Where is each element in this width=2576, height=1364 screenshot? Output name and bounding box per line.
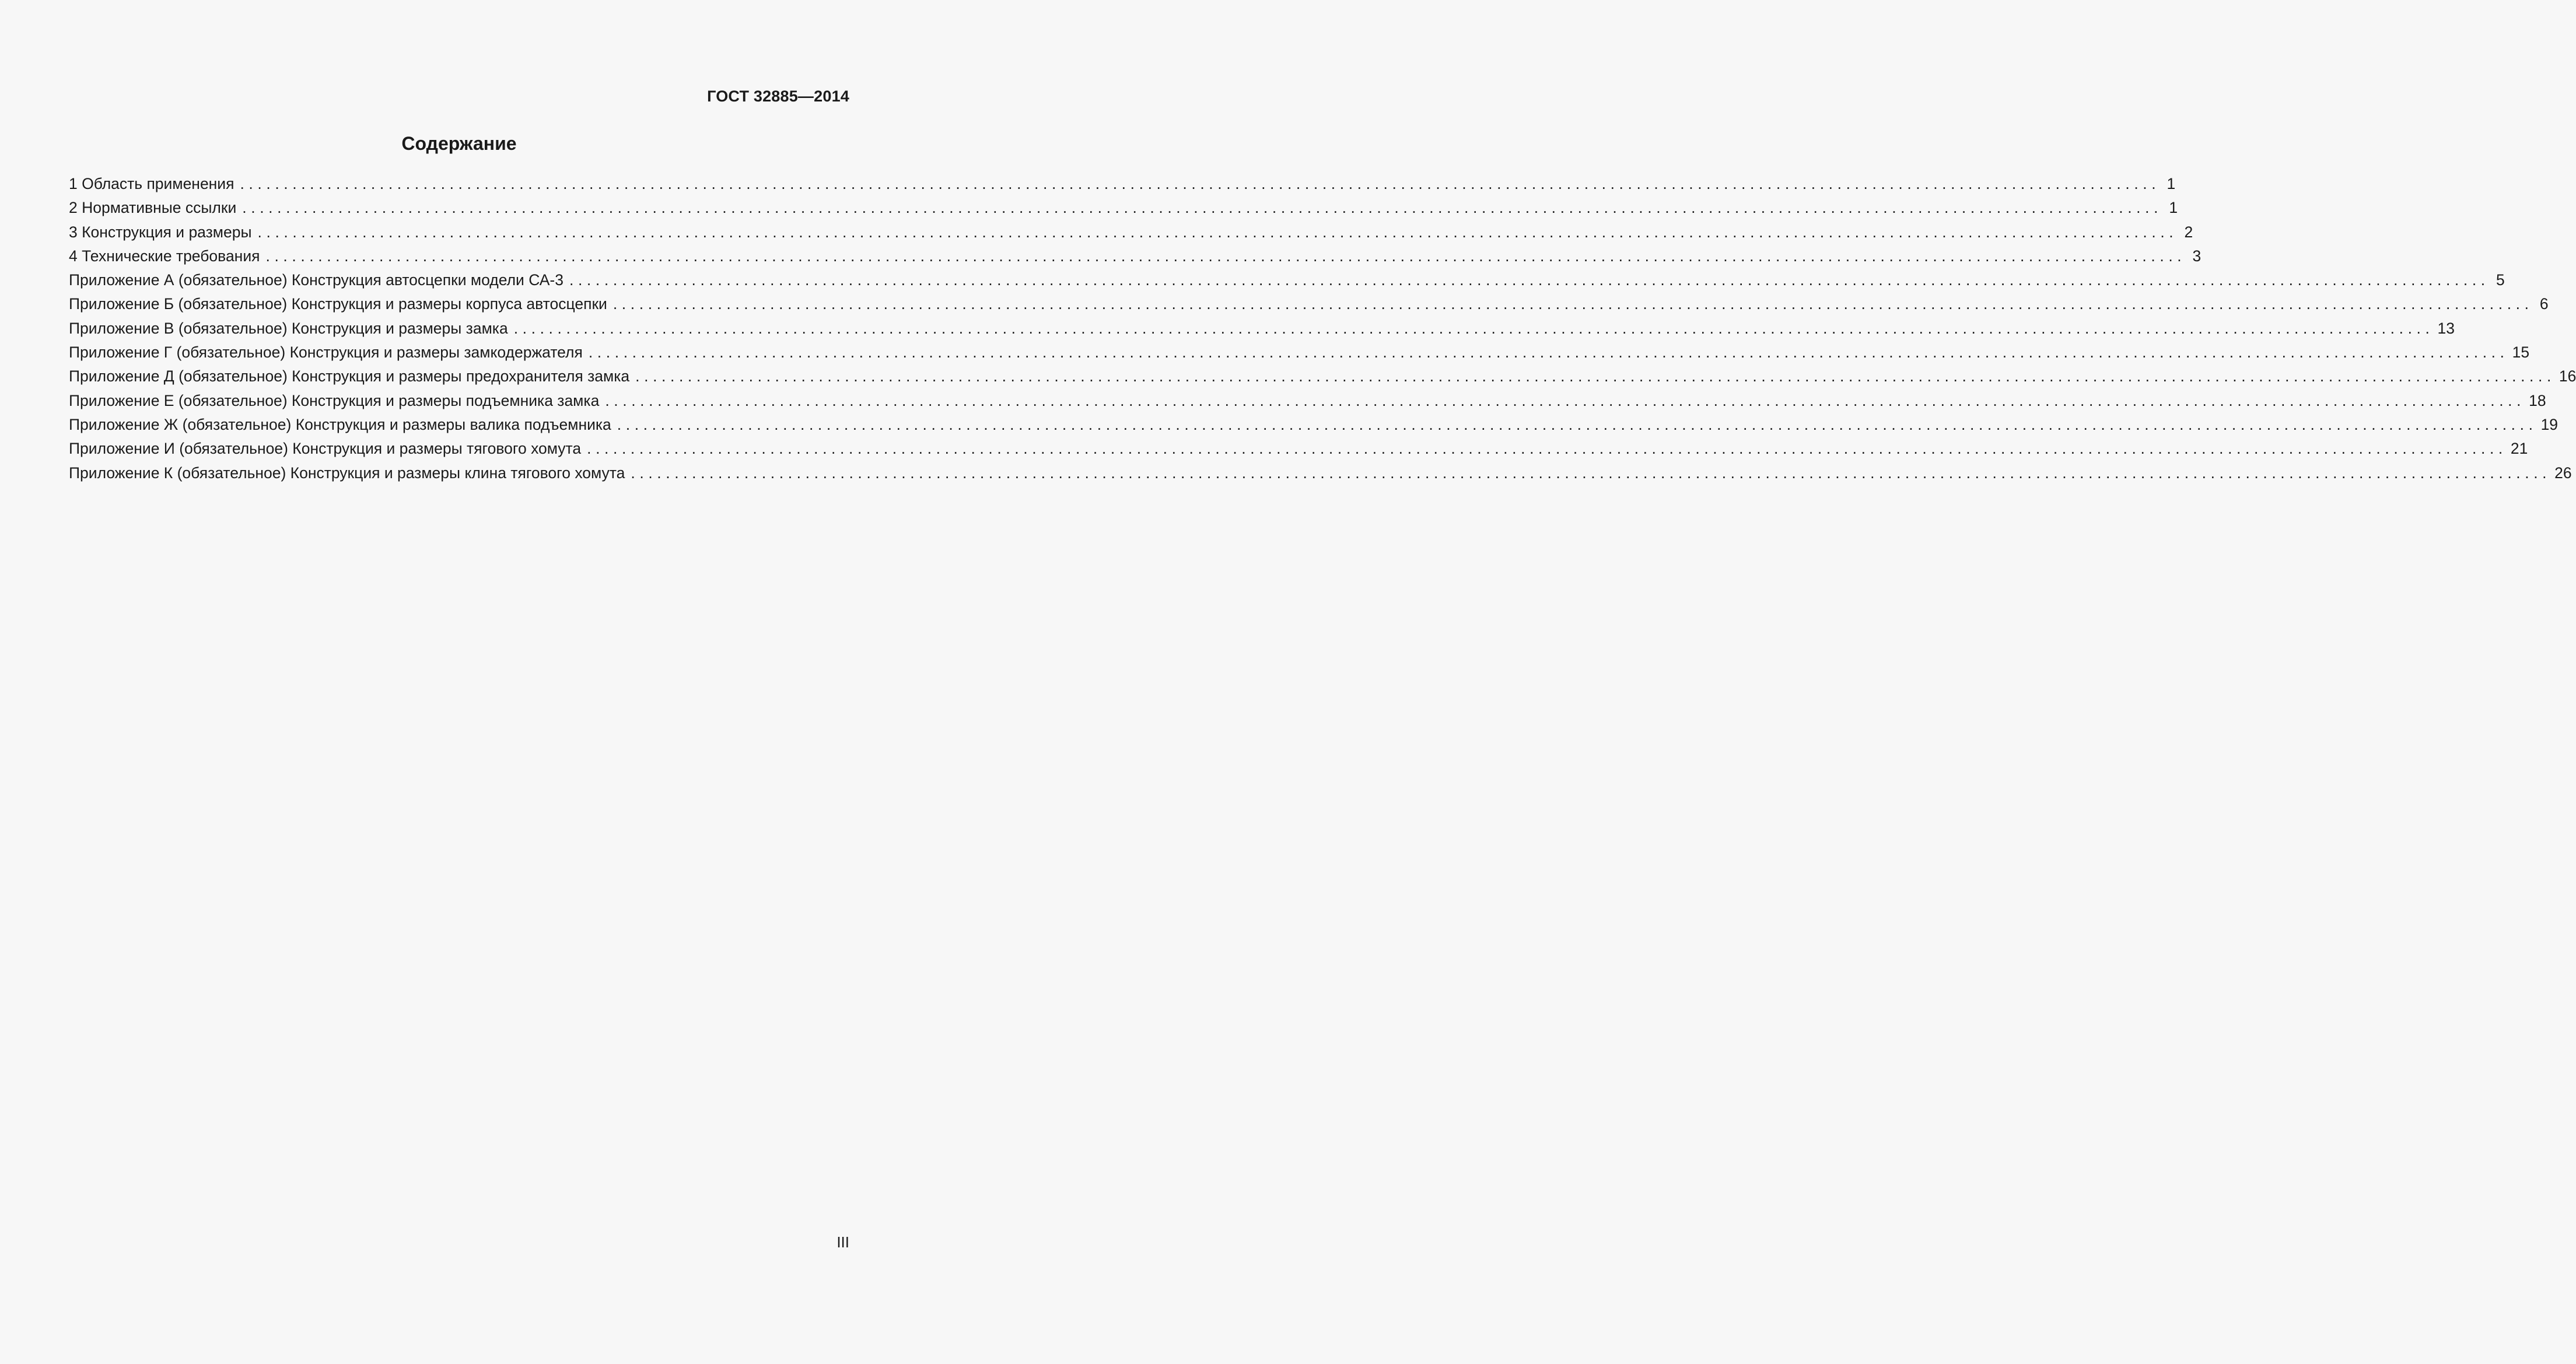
toc-entry[interactable]: [69, 318, 2455, 342]
toc-entry[interactable]: [69, 294, 2549, 318]
toc-entry-page: 18: [2529, 391, 2546, 409]
toc-entry-label: Приложение Д (обязательное) Конструкция и размеры предохранителя замка: [69, 367, 630, 385]
toc-entry-label: Приложение К (обязательное) Конструкция и размеры клина тягового хомута: [69, 464, 625, 482]
toc-entry[interactable]: [69, 439, 2528, 462]
toc-entry-page: 3: [2192, 247, 2202, 265]
toc-entry-label: Приложение Б (обязательное) Конструкция и размеры корпуса автосцепки: [69, 295, 607, 313]
toc-entry-page: 6: [2539, 295, 2549, 313]
toc-entry[interactable]: [69, 174, 2176, 198]
toc-entry[interactable]: [69, 463, 2572, 487]
toc-entry-label: 3 Конструкция и размеры: [69, 223, 252, 241]
page-number: III: [836, 1233, 849, 1251]
toc-entry-page: 26: [2554, 464, 2572, 482]
toc-leader-dots: ............................................................................................................................................................................................................................: [617, 415, 2538, 433]
toc-entry-page: 16: [2558, 367, 2576, 385]
toc-entry[interactable]: [69, 198, 2178, 222]
toc-entry[interactable]: [69, 366, 2576, 390]
toc-leader-dots: ............................................................................................................................................................................................................................: [612, 295, 2533, 313]
toc-entry-page: 13: [2437, 319, 2455, 337]
toc-leader-dots: ............................................................................................................................................................................................................................: [242, 199, 2163, 217]
toc-leader-dots: ............................................................................................................................................................................................................................: [605, 391, 2526, 409]
toc-entry-label: Приложение Г (обязательное) Конструкция и размеры замкодержателя: [69, 343, 583, 362]
toc-entry[interactable]: [69, 415, 2558, 439]
toc-entry-page: 5: [2496, 271, 2505, 289]
toc-entry-label: Приложение Ж (обязательное) Конструкция и размеры валика подъемника: [69, 415, 611, 433]
toc-title: Содержание: [401, 133, 517, 154]
toc-leader-dots: ............................................................................................................................................................................................................................: [631, 464, 2552, 482]
table-of-contents: [69, 174, 2576, 487]
toc-leader-dots: ............................................................................................................................................................................................................................: [587, 440, 2507, 458]
document-standard-id: ГОСТ 32885—2014: [707, 87, 849, 105]
toc-entry-page: 1: [2166, 175, 2176, 192]
toc-leader-dots: ............................................................................................................................................................................................................................: [588, 343, 2509, 362]
toc-entry-label: Приложение Е (обязательное) Конструкция и размеры подъемника замка: [69, 391, 600, 409]
toc-entry-page: 2: [2184, 223, 2193, 241]
toc-leader-dots: ............................................................................................................................................................................................................................: [265, 247, 2186, 265]
toc-leader-dots: ............................................................................................................................................................................................................................: [257, 223, 2178, 241]
toc-entry-label: Приложение В (обязательное) Конструкция и размеры замка: [69, 319, 508, 337]
toc-leader-dots: ............................................................................................................................................................................................................................: [240, 175, 2161, 192]
toc-entry-label: Приложение И (обязательное) Конструкция и размеры тягового хомута: [69, 440, 582, 458]
toc-entry-page: 15: [2512, 343, 2530, 362]
toc-entry-page: 1: [2169, 199, 2178, 217]
toc-entry-label: 2 Нормативные ссылки: [69, 199, 237, 217]
toc-entry[interactable]: [69, 342, 2530, 366]
toc-entry-label: Приложение А (обязательное) Конструкция автосцепки модели СА-3: [69, 271, 564, 289]
toc-entry-page: 21: [2510, 440, 2528, 458]
toc-entry[interactable]: [69, 222, 2193, 246]
toc-leader-dots: ............................................................................................................................................................................................................................: [513, 319, 2434, 337]
toc-entry-label: 4 Технические требования: [69, 247, 260, 265]
toc-leader-dots: ............................................................................................................................................................................................................................: [635, 367, 2556, 385]
toc-entry-page: 19: [2540, 415, 2558, 433]
toc-entry[interactable]: [69, 270, 2505, 294]
toc-entry[interactable]: [69, 391, 2546, 415]
toc-entry[interactable]: [69, 246, 2202, 270]
toc-leader-dots: ............................................................................................................................................................................................................................: [569, 271, 2490, 289]
toc-entry-label: 1 Область применения: [69, 175, 235, 192]
